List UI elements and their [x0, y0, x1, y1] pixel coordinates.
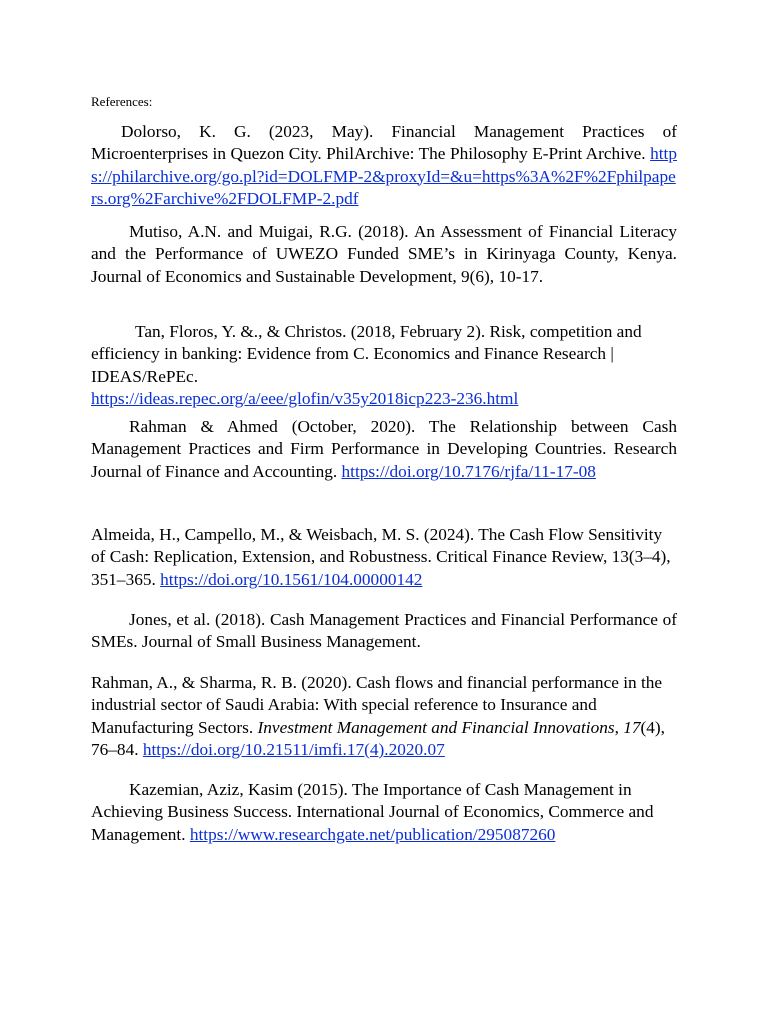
reference-text: Jones, et al. (2018). Cash Management Practices and Financial Performance of SMEs. Journal of Small Business Management. — [91, 610, 677, 652]
reference-almeida — [91, 524, 677, 591]
reference-link[interactable]: https://philarchive.org/go.pl?id=DOLFMP-2&proxyId=&u=https%3A%2F%2Fphilpapers.org%2Farchive%2FDOLFMP-2.pdf — [91, 144, 677, 208]
reference-issue-pages: (4), 76–84. — [91, 717, 666, 759]
reference-text: Mutiso, A.N. and Muigai, R.G. (2018). An Assessment of Financial Literacy and the Performance of UWEZO Funded SME’s in Kirinyaga County, Kenya. Journal of Economics and Sustainable Development, 9(6), 10-17. — [91, 222, 677, 286]
reference-text: Kazemian, Aziz, Kasim (2015). The Importance of Cash Management in Achieving Business Success. International Journal of Economics, Commerce and Management. — [91, 780, 654, 844]
reference-text: Almeida, H., Campello, M., & Weisbach, M. S. (2024). The Cash Flow Sensitivity of Cash: Replication, Extension, and Robustness. Critical Finance Review, 13(3–4), 351–365. — [91, 525, 671, 589]
reference-link[interactable]: https://doi.org/10.21511/imfi.17(4).2020.07 — [142, 739, 445, 759]
reference-link[interactable]: https://www.researchgate.net/publication/295087260 — [189, 824, 556, 844]
reference-separator: , — [614, 717, 624, 737]
reference-link[interactable]: https://doi.org/10.7176/rjfa/11-17-08 — [341, 461, 596, 481]
reference-mutiso — [91, 221, 677, 288]
reference-text: Dolorso, K. G. (2023, May). Financial Management Practices of Microenterprises in Quezon City. PhilArchive: The Philosophy E-Print Archive. — [91, 122, 677, 164]
reference-text: Tan, Floros, Y. &., & Christos. (2018, February 2). Risk, competition and efficiency in banking: Evidence from C. Economics and Finance Research | IDEAS/RePEc. — [91, 322, 642, 386]
reference-rahman-sharma — [91, 672, 673, 761]
reference-dolorso — [91, 121, 677, 210]
reference-link[interactable]: https://ideas.repec.org/a/eee/glofin/v35y2018icp223-236.html — [91, 388, 519, 408]
reference-tan — [91, 321, 666, 410]
reference-text: Rahman, A., & Sharma, R. B. (2020). Cash flows and financial performance in the industrial sector of Saudi Arabia: With special reference to Insurance and Manufacturing Sectors. — [91, 673, 663, 737]
reference-volume: 17 — [623, 717, 641, 737]
reference-jones — [91, 609, 677, 654]
references-heading: References: — [91, 94, 153, 109]
reference-rahman-ahmed — [91, 416, 677, 483]
reference-link[interactable]: https://doi.org/10.1561/104.00000142 — [160, 569, 423, 589]
reference-journal: Investment Management and Financial Innovations — [257, 717, 615, 737]
reference-kazemian — [91, 779, 677, 846]
reference-text: Rahman & Ahmed (October, 2020). The Relationship between Cash Management Practices and Firm Performance in Developing Countries. Research Journal of Finance and Accounting. — [91, 417, 677, 481]
